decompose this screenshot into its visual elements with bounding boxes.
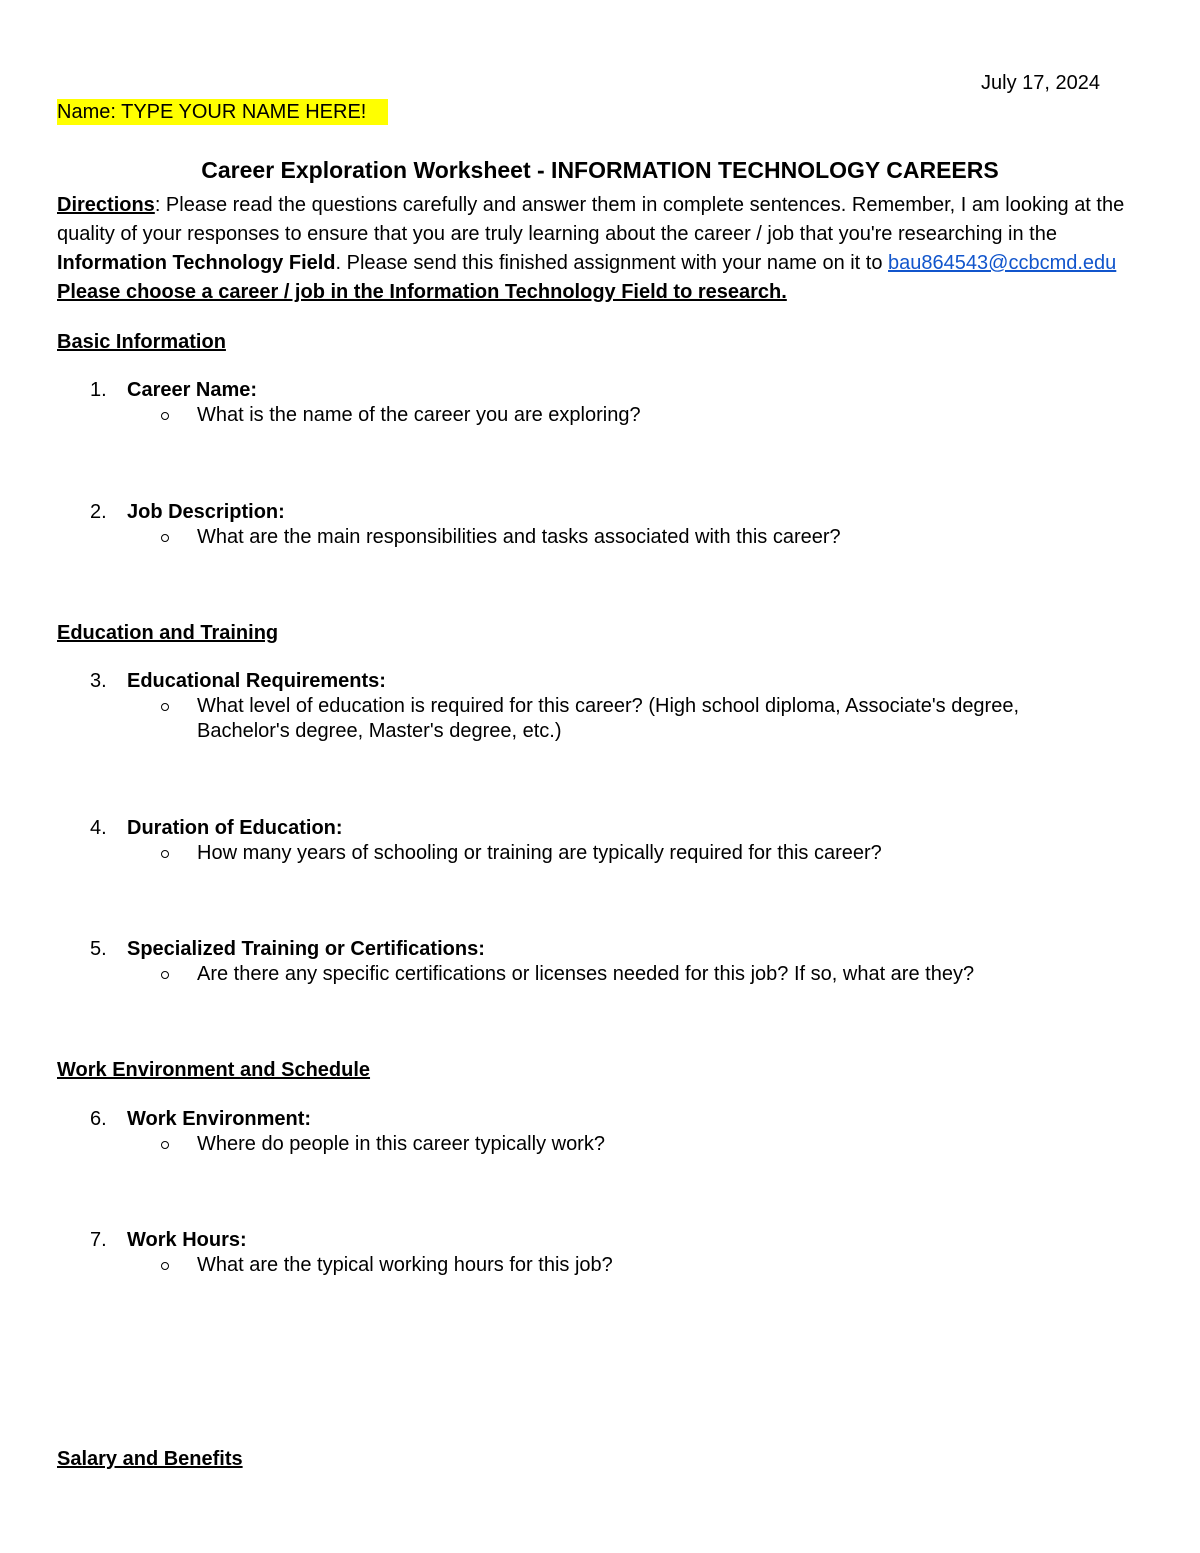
question-prompt-text: What are the main responsibilities and tasks associated with this career? (197, 526, 841, 548)
hollow-bullet-icon (161, 1141, 169, 1149)
hollow-bullet-icon (161, 534, 169, 542)
question-number: 3. (90, 670, 107, 692)
question-prompt (197, 694, 1097, 744)
question-2 (90, 500, 1120, 550)
question-label: Work Hours: (127, 1229, 247, 1251)
question-prompt (197, 962, 1120, 987)
hollow-bullet-icon (161, 703, 169, 711)
question-1 (90, 378, 1120, 428)
question-prompt-text: What is the name of the career you are exploring? (197, 404, 641, 426)
section-heading-salary-benefits: Salary and Benefits (57, 1448, 243, 1470)
directions-text-2: . Please send this finished assignment with your name on it to (335, 252, 889, 274)
directions-text-1: : Please read the questions carefully and answer them in complete sentences. Remember, I am looking at the quality of your responses to ensure that you are truly learning about the career / job that you're researching in the (57, 194, 1125, 245)
question-label: Career Name: (127, 379, 258, 401)
section-heading-basic-information: Basic Information (57, 331, 226, 353)
section-heading-education-training: Education and Training (57, 622, 279, 644)
document-date: July 17, 2024 (981, 72, 1100, 94)
hollow-bullet-icon (161, 1262, 169, 1270)
question-4 (90, 816, 1120, 866)
section-heading-work-environment: Work Environment and Schedule (57, 1059, 371, 1081)
hollow-bullet-icon (161, 850, 169, 858)
instructor-email-link[interactable]: bau864543@ccbcmd.edu (888, 252, 1117, 274)
question-3 (90, 669, 1120, 744)
question-label: Educational Requirements: (127, 670, 386, 692)
directions-field-bold: Information Technology Field (57, 252, 336, 274)
question-prompt (197, 1132, 1120, 1157)
directions-emphasis: Please choose a career / job in the Information Technology Field to research. (57, 281, 787, 303)
question-prompt (197, 403, 1120, 428)
question-number: 2. (90, 501, 107, 523)
question-number: 7. (90, 1229, 107, 1251)
question-5 (90, 937, 1120, 987)
question-prompt-text: How many years of schooling or training are typically required for this career? (197, 842, 882, 864)
question-label: Work Environment: (127, 1108, 312, 1130)
directions-label: Directions (57, 194, 155, 216)
hollow-bullet-icon (161, 971, 169, 979)
question-label: Duration of Education: (127, 817, 343, 839)
question-label: Job Description: (127, 501, 285, 523)
question-prompt-text: Where do people in this career typically work? (197, 1133, 605, 1155)
directions-paragraph (57, 191, 1147, 307)
question-prompt-text: What are the typical working hours for this job? (197, 1254, 613, 1276)
question-prompt (197, 1253, 1120, 1278)
question-number: 5. (90, 938, 107, 960)
student-name-field[interactable]: Name: TYPE YOUR NAME HERE! (57, 99, 388, 125)
page-title: Career Exploration Worksheet - INFORMATION TECHNOLOGY CAREERS (201, 157, 999, 183)
question-number: 6. (90, 1108, 107, 1130)
question-label: Specialized Training or Certifications: (127, 938, 485, 960)
hollow-bullet-icon (161, 412, 169, 420)
question-7 (90, 1228, 1120, 1278)
question-prompt-text: What level of education is required for this career? (High school diploma, Associate's degree, Bachelor's degree, Master's degree, etc.) (197, 695, 1020, 742)
question-prompt-text: Are there any specific certifications or licenses needed for this job? If so, what are they? (197, 963, 975, 985)
question-6 (90, 1107, 1120, 1157)
question-prompt (197, 525, 1120, 550)
question-number: 4. (90, 817, 107, 839)
question-number: 1. (90, 379, 107, 401)
question-prompt (197, 841, 1120, 866)
